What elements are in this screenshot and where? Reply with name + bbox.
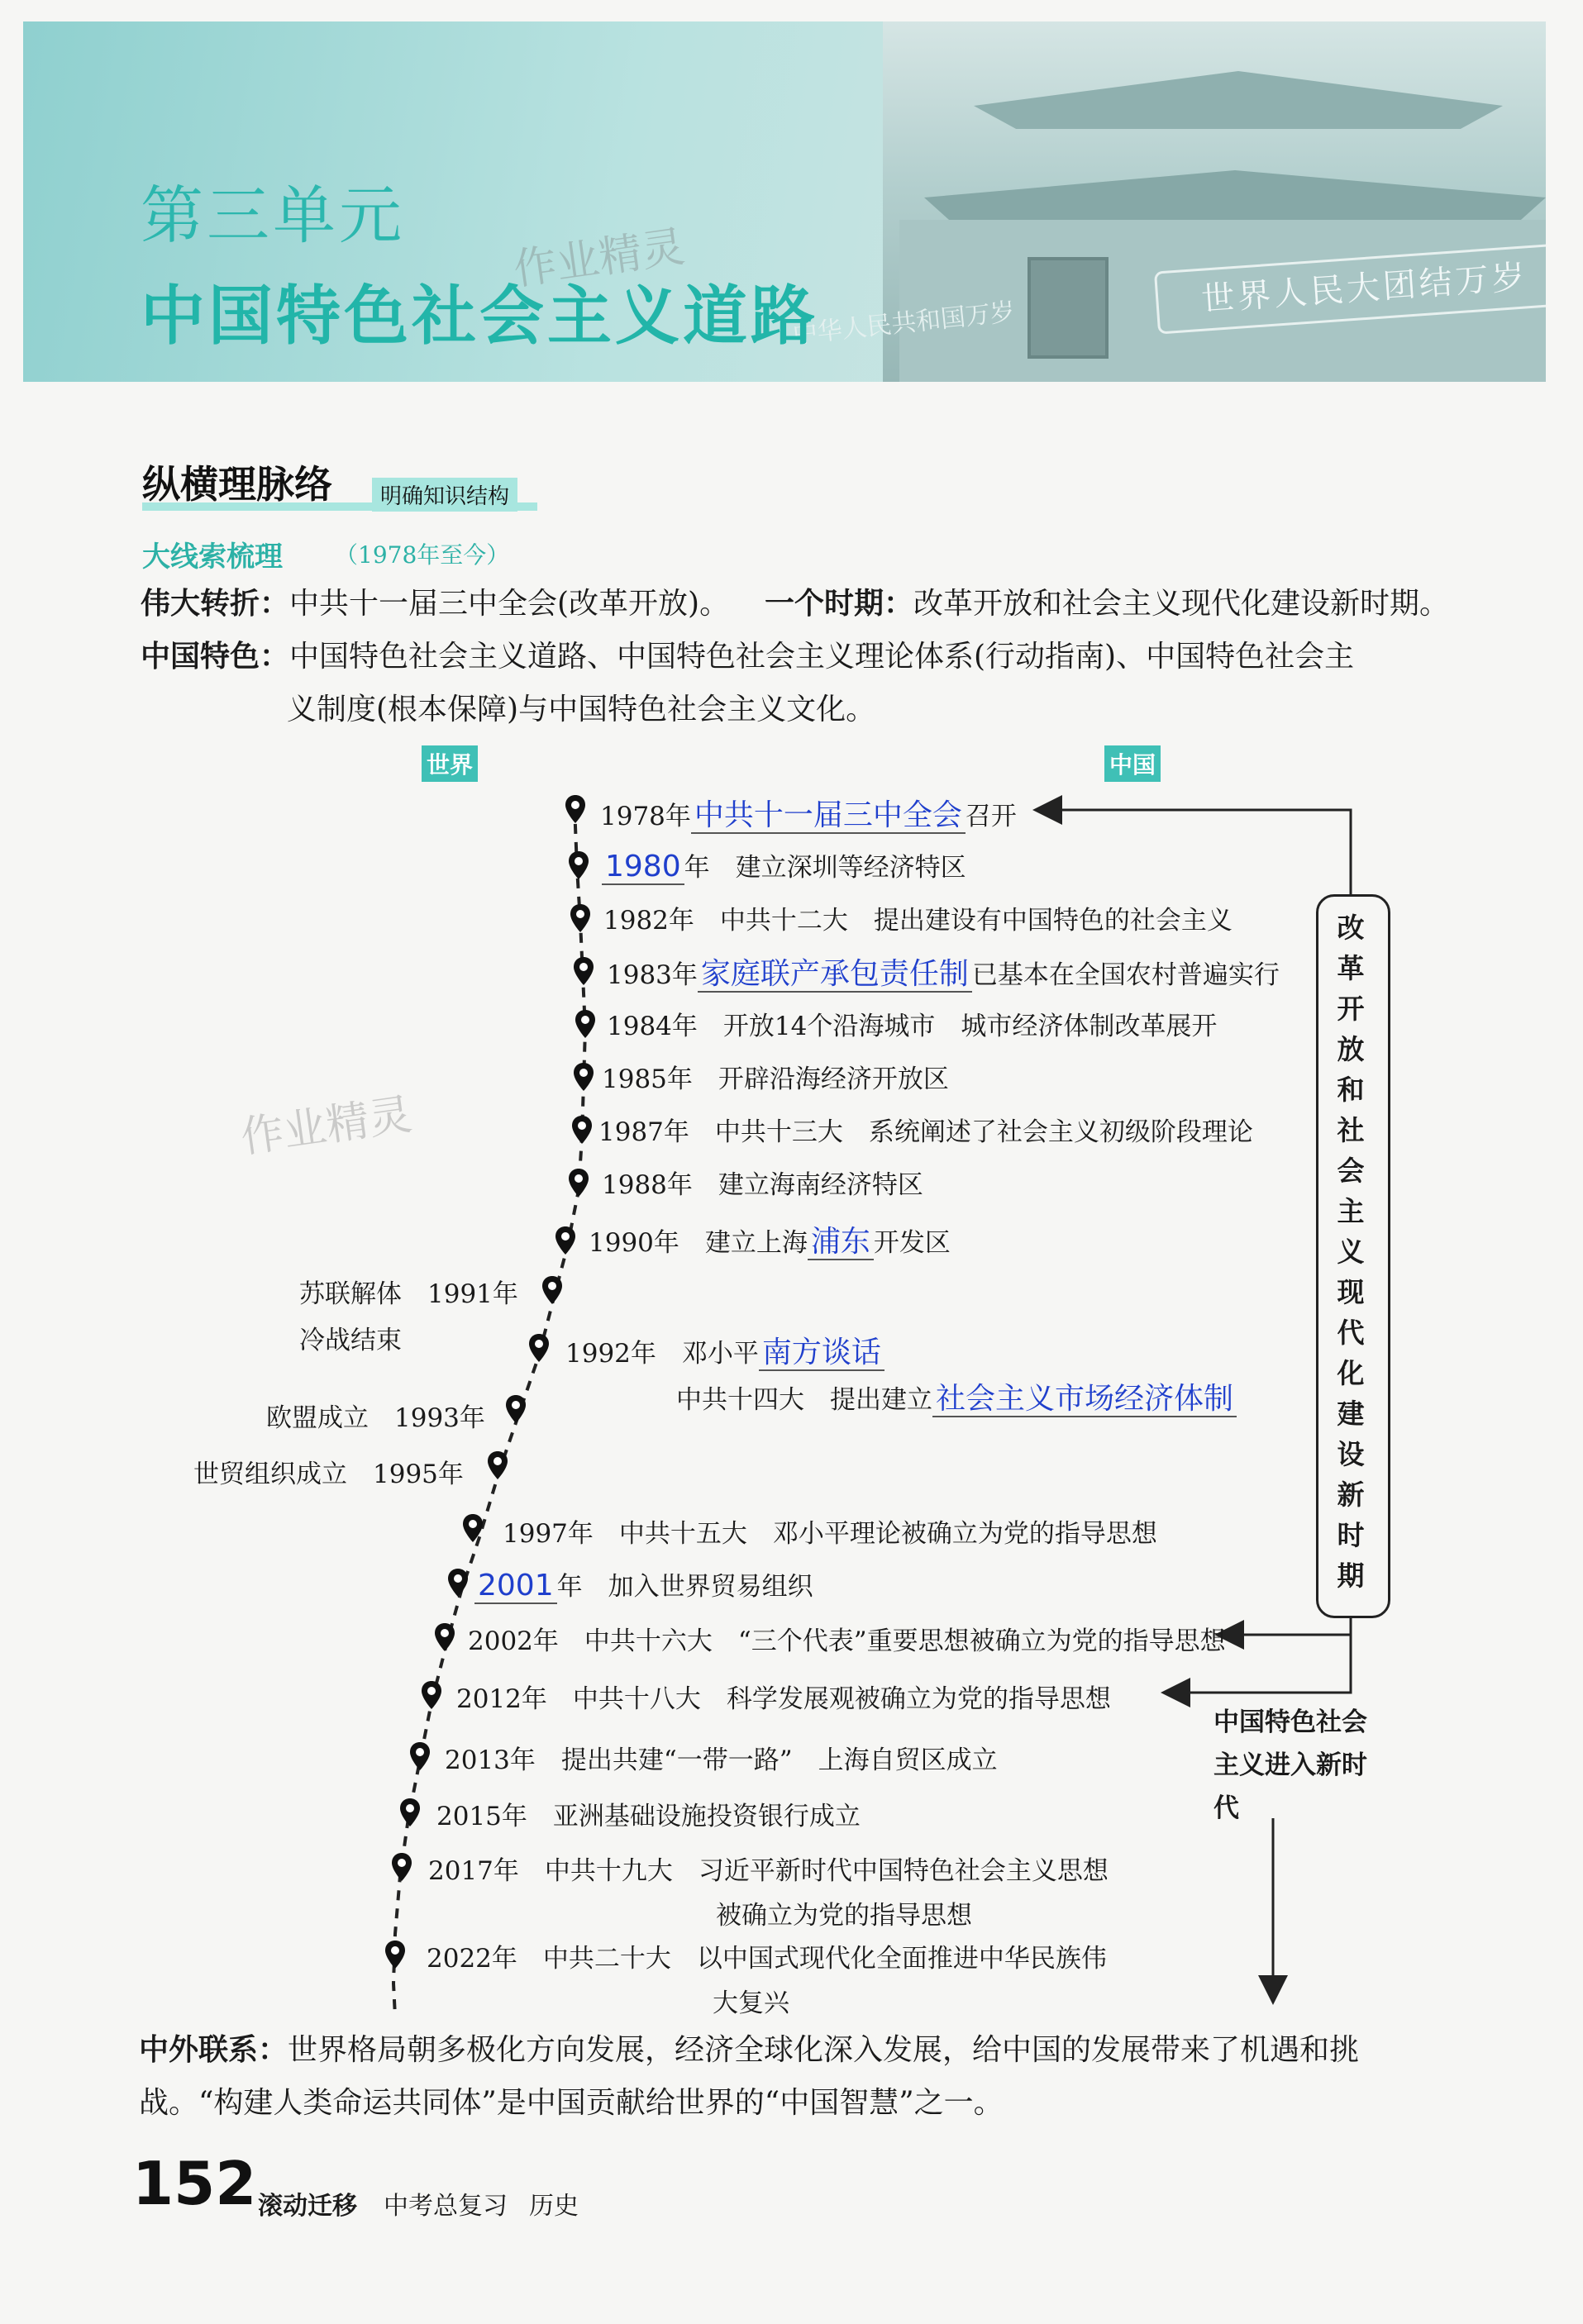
year-1997: 1997年 — [503, 1519, 594, 1549]
text-1982: 中共十二大 提出建设有中国特色的社会主义 — [719, 906, 1233, 936]
pin-2013 — [410, 1742, 430, 1770]
event-1987 — [598, 1111, 1253, 1148]
gate-left-slogan: 中华人民共和国万岁 — [791, 297, 1017, 350]
timeline-pins — [385, 795, 595, 1969]
pin-1991 — [542, 1276, 562, 1304]
event-2001 — [474, 1565, 813, 1603]
text-1984: 开放14个沿海城市 城市经济体制改革展开 — [722, 1012, 1218, 1041]
answer-1992: 南方谈话 — [759, 1336, 884, 1371]
pin-1995 — [488, 1451, 508, 1479]
event-2017 — [428, 1850, 1109, 1887]
pin-2002 — [435, 1623, 455, 1651]
event-1978 — [600, 792, 1017, 834]
section-badge: 明确知识结构 — [372, 478, 517, 512]
world-text-1995: 世贸组织成立 — [193, 1460, 347, 1489]
event-2015 — [436, 1795, 861, 1832]
subsection-note: （1978年至今） — [335, 541, 510, 569]
gate-slogan: 世界人民大团结万岁 — [1154, 242, 1546, 334]
event-1983 — [607, 950, 1280, 993]
year-1987: 1987年 — [598, 1117, 689, 1147]
year-2002: 2002年 — [468, 1626, 559, 1656]
event-2022 — [427, 1937, 1107, 1974]
text-1980: 建立深圳等经济特区 — [735, 853, 966, 883]
pin-1992 — [529, 1334, 549, 1362]
text-2012: 中共十八大 科学发展观被确立为党的指导思想 — [572, 1684, 1111, 1714]
answer-1980: 1980 — [602, 850, 684, 885]
world-text-1993: 欧盟成立 — [266, 1403, 369, 1433]
event-1982 — [603, 899, 1233, 936]
event-2017-line2: 被确立为党的指导思想 — [716, 1901, 972, 1931]
event-2002 — [468, 1620, 1226, 1657]
text-1978: 召开 — [965, 802, 1017, 831]
world-1991 — [299, 1273, 518, 1310]
year-1982: 1982年 — [603, 906, 694, 936]
pin-1980 — [569, 851, 589, 879]
event-1984 — [607, 1005, 1217, 1042]
pin-2015 — [400, 1798, 420, 1826]
world-text-1991: 苏联解体 — [299, 1279, 402, 1309]
links-text-1: 世界格局朝多极化方向发展，经济全球化深入发展，给中国的发展带来了机遇和挑 — [288, 2033, 1360, 2067]
pin-1984 — [575, 1010, 595, 1038]
footer-brand: 滚动迁移 — [258, 2192, 357, 2221]
year-1992: 1992年 — [565, 1339, 656, 1369]
world-1993 — [266, 1397, 485, 1434]
answer-1983: 家庭联产承包责任制 — [698, 957, 972, 993]
year-1988: 1988年 — [602, 1170, 693, 1200]
event-1980 — [602, 846, 966, 883]
period-box-text: 改革开放和社会主义现代化建设新时期 — [1337, 912, 1365, 1592]
text-1985: 开辟沿海经济开放区 — [718, 1064, 949, 1094]
links-text-2: 战。“构建人类命运共同体”是中国贡献给世界的“中国智慧”之一。 — [139, 2086, 1004, 2120]
year-1983: 1983年 — [607, 960, 698, 990]
year-2022: 2022年 — [427, 1944, 517, 1974]
watermark-middle: 作业精灵 — [237, 1089, 415, 1164]
feature-label: 中国特色： — [141, 640, 290, 674]
answer2-1992: 社会主义市场经济体制 — [932, 1382, 1237, 1417]
world-year-1993: 1993年 — [394, 1403, 485, 1433]
text-1983: 已基本在全国农村普遍实行 — [971, 960, 1280, 990]
event-1990 — [589, 1218, 951, 1260]
year-2017: 2017年 — [428, 1856, 519, 1886]
subsection-title: 大线索梳理 — [142, 541, 283, 574]
world-1991-line2: 冷战结束 — [299, 1326, 402, 1355]
text-2013: 提出共建“一带一路” 上海自贸区成立 — [560, 1745, 998, 1775]
text-1997: 中共十五大 邓小平理论被确立为党的指导思想 — [618, 1519, 1157, 1549]
pin-1985 — [574, 1063, 594, 1091]
answer-2001: 2001 — [474, 1569, 557, 1604]
event-1988 — [602, 1164, 923, 1201]
text2-1990: 开发区 — [873, 1228, 951, 1258]
feature-text-1: 中国特色社会主义道路、中国特色社会主义理论体系(行动指南)、中国特色社会主 — [289, 640, 1355, 674]
world-year-1995: 1995年 — [373, 1460, 464, 1489]
event-1992 — [565, 1329, 884, 1371]
pin-1990 — [555, 1226, 575, 1255]
turn-label: 伟大转折： — [141, 587, 290, 621]
tag-world: 世界 — [422, 745, 478, 782]
pin-1987 — [572, 1116, 592, 1144]
text-1992: 邓小平 — [681, 1339, 759, 1369]
section-title: 纵横理脉络 — [142, 462, 332, 507]
text-1990: 建立上海 — [704, 1228, 808, 1258]
turn-text: 中共十一届三中全会(改革开放)。 — [289, 587, 730, 621]
text-2022: 中共二十大 以中国式现代化全面推进中华民族伟 — [542, 1944, 1107, 1974]
links-line-1 — [139, 2026, 1359, 2074]
text-2001: 加入世界贸易组织 — [608, 1572, 813, 1602]
event-1985 — [602, 1058, 949, 1095]
pin-2012 — [422, 1681, 441, 1709]
pin-2017 — [392, 1853, 412, 1881]
text-1987: 中共十三大 系统阐述了社会主义初级阶段理论 — [714, 1117, 1253, 1147]
feature-text-2: 义制度(根本保障)与中国特色社会主义文化。 — [287, 693, 876, 726]
text-2015: 亚洲基础设施投资银行成立 — [552, 1802, 861, 1831]
new-era-label: 中国特色社会主义进入新时代 — [1213, 1707, 1367, 1823]
links-label: 中外联系： — [139, 2033, 288, 2067]
period-label: 一个时期： — [765, 587, 914, 621]
event-1992-line2 — [676, 1375, 1237, 1417]
text2-1992: 中共十四大 提出建立 — [676, 1385, 932, 1415]
watermark-top: 作业精灵 — [510, 221, 688, 296]
world-year-1991: 1991年 — [427, 1279, 518, 1309]
pin-1978 — [565, 795, 585, 823]
event-2013 — [445, 1739, 998, 1776]
year-1985: 1985年 — [602, 1064, 693, 1094]
text-1988: 建立海南经济特区 — [718, 1170, 923, 1200]
tag-china: 中国 — [1104, 745, 1161, 782]
event-1997 — [503, 1512, 1157, 1550]
pin-1993 — [506, 1395, 526, 1423]
footer-subject: 历史 — [529, 2192, 579, 2221]
pin-2001 — [448, 1569, 468, 1597]
world-1995 — [193, 1453, 464, 1490]
event-2022-line2: 大复兴 — [713, 1988, 789, 2018]
page-number: 152 — [132, 2149, 257, 2218]
unit-title: 中国特色社会主义道路 — [141, 279, 819, 354]
pin-2022 — [385, 1941, 405, 1969]
period-text: 改革开放和社会主义现代化建设新时期。 — [913, 587, 1450, 621]
year-1980: 年 — [684, 853, 710, 883]
text-2017: 中共十九大 习近平新时代中国特色社会主义思想 — [544, 1856, 1109, 1886]
footer-book: 中考总复习 — [384, 2192, 508, 2221]
unit-label: 第三单元 — [141, 179, 405, 252]
year-1990: 1990年 — [589, 1228, 679, 1258]
year-2013: 2013年 — [445, 1745, 536, 1775]
year-2012: 2012年 — [456, 1684, 547, 1714]
year-1984: 1984年 — [607, 1012, 698, 1041]
pin-1988 — [569, 1169, 589, 1197]
year-1978: 1978年 — [600, 802, 691, 831]
pin-1982 — [570, 904, 590, 932]
text-2002: 中共十六大 “三个代表”重要思想被确立为党的指导思想 — [584, 1626, 1226, 1656]
event-2012 — [456, 1678, 1111, 1715]
answer-1990: 浦东 — [808, 1225, 874, 1260]
year-2001: 年 — [556, 1572, 583, 1602]
answer-1978: 中共十一届三中全会 — [691, 798, 966, 834]
pin-1983 — [574, 957, 594, 985]
year-2015: 2015年 — [436, 1802, 527, 1831]
